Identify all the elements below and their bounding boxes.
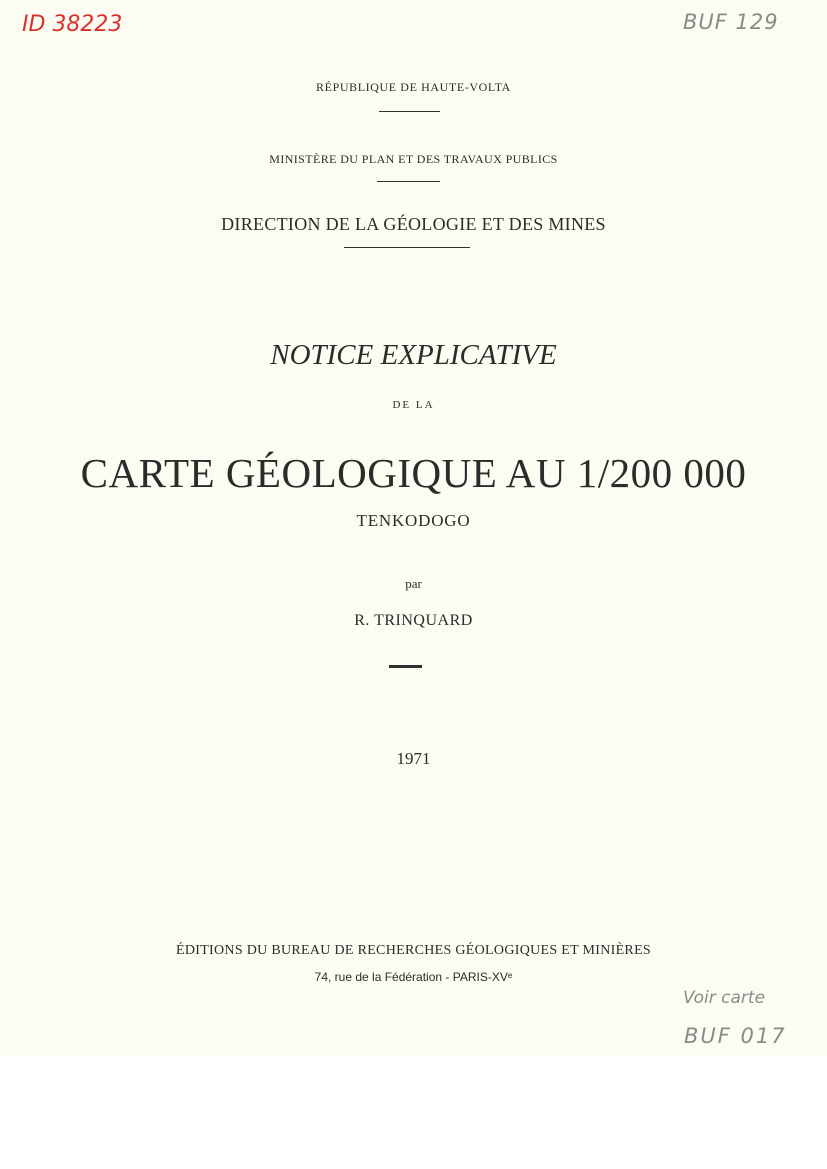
pencil-reference-top: BUF 129 xyxy=(683,10,779,34)
pencil-note: Voir carte xyxy=(683,988,766,1008)
author-name: R. TRINQUARD xyxy=(354,612,473,629)
republic-heading: RÉPUBLIQUE DE HAUTE-VOLTA xyxy=(316,80,511,94)
red-inventory-number: ID 38223 xyxy=(22,12,123,37)
by-label: par xyxy=(405,576,422,591)
map-title: CARTE GÉOLOGIQUE AU 1/200 000 xyxy=(80,450,747,496)
map-sheet-name: TENKODOGO xyxy=(356,511,471,530)
publisher-address: 74, rue de la Fédération - PARIS-XVᵉ xyxy=(314,970,513,984)
pencil-reference-bottom: BUF 017 xyxy=(684,1024,787,1048)
author-divider xyxy=(389,665,422,668)
title-connector: DE LA xyxy=(392,399,435,411)
divider-rule xyxy=(344,247,470,248)
divider-rule xyxy=(377,181,440,182)
ministry-heading: MINISTÈRE DU PLAN ET DES TRAVAUX PUBLICS xyxy=(269,152,558,166)
divider-rule xyxy=(379,111,440,112)
publication-year: 1971 xyxy=(396,749,431,768)
document-title: NOTICE EXPLICATIVE xyxy=(270,339,557,371)
publisher-name: ÉDITIONS DU BUREAU DE RECHERCHES GÉOLOGIQUES ET MINIÈRES xyxy=(175,943,652,958)
direction-heading: DIRECTION DE LA GÉOLOGIE ET DES MINES xyxy=(221,214,606,234)
